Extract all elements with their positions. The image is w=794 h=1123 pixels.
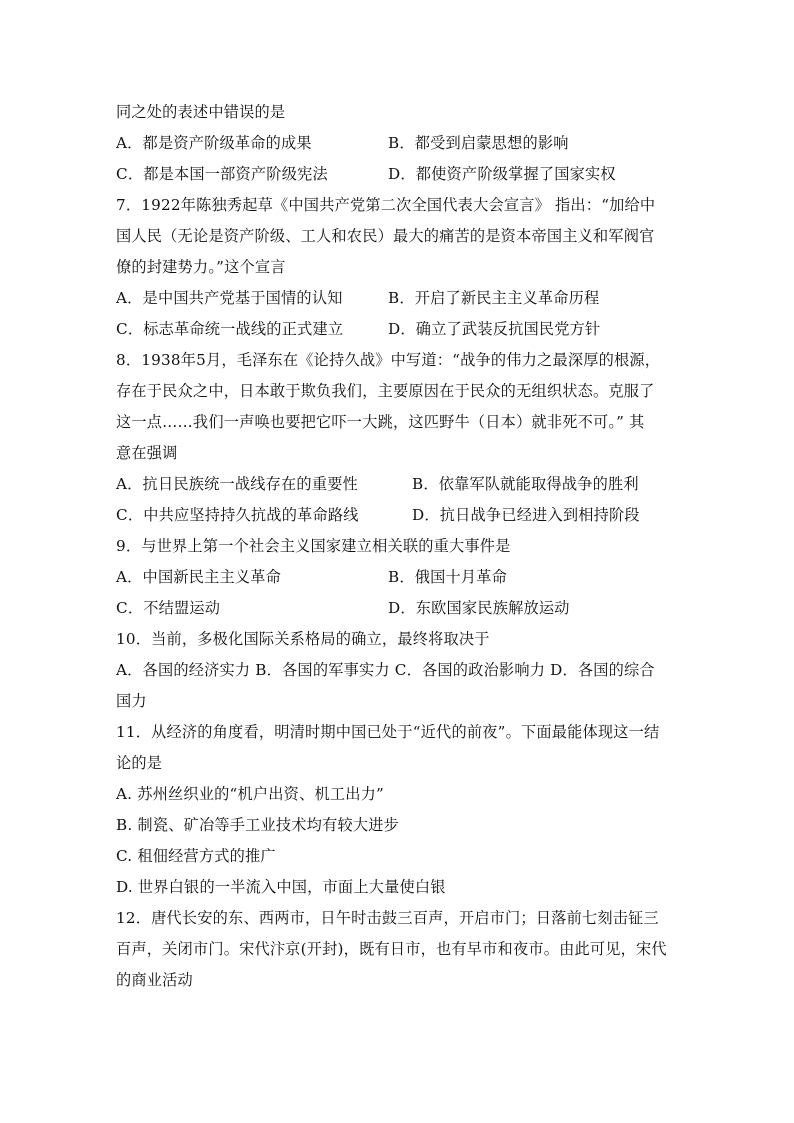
q11-stem-line-2: 论的是: [116, 754, 163, 772]
question-text-block: [116, 97, 682, 996]
q9-options-row-2: [116, 593, 682, 624]
q9-option-c: C．不结盟运动: [116, 599, 221, 617]
q9-option-b: B．俄国十月革命: [388, 568, 508, 586]
q7-stem-line-1: 7．1922年陈独秀起草《中国共产党第二次全国代表大会宣言》 指出：“加给中: [116, 196, 656, 214]
q8-stem-line-3: 这一点……我们一声唤也要把它吓一大跳，这匹野牛（日本）就非死不可。” 其: [116, 413, 645, 431]
q7-option-d: D．确立了武装反抗国民党方针: [388, 320, 601, 338]
q11-option-a: A. 苏州丝织业的“机户出资、机工出力”: [116, 785, 384, 803]
q7-option-b: B．开启了新民主主义革命历程: [388, 289, 600, 307]
q8-option-a: A．抗日民族统一战线存在的重要性: [116, 475, 358, 493]
q9-option-a: A．中国新民主主义革命: [116, 568, 282, 586]
q11-option-b: B. 制瓷、矿冶等手工业技术均有较大进步: [116, 816, 400, 834]
q7-option-a: A．是中国共产党基于国情的认知: [116, 289, 343, 307]
q8-option-c: C．中共应坚持持久抗战的革命路线: [116, 506, 359, 524]
q6-options-row-1: [116, 128, 682, 159]
q6-option-a: A．都是资产阶级革命的成果: [116, 134, 312, 152]
q8-options-row-1: [116, 469, 682, 500]
q11-stem-line-1: 11．从经济的角度看，明清时期中国已处于“近代的前夜”。下面最能体现这一结: [116, 723, 660, 741]
q11-option-c: C. 租佃经营方式的推广: [116, 847, 276, 865]
q6-option-d: D．都使资产阶级掌握了国家实权: [388, 165, 616, 183]
q8-stem-line-1: 8．1938年5月，毛泽东在《论持久战》中写道：“战争的伟力之最深厚的根源，: [116, 351, 661, 369]
q8-option-b: B．依靠军队就能取得战争的胜利: [412, 475, 639, 493]
q10-options-wrap: 国力: [116, 692, 147, 710]
q6-stem-continuation: 同之处的表述中错误的是: [116, 103, 286, 121]
q12-stem-line-3: 的商业活动: [116, 971, 193, 989]
q10-options-line: A．各国的经济实力 B．各国的军事实力 C．各国的政治影响力 D．各国的综合: [116, 661, 655, 679]
q7-options-row-1: [116, 283, 682, 314]
q8-stem-line-2: 存在于民众之中，日本敢于欺负我们，主要原因在于民众的无组织状态。克服了: [116, 382, 655, 400]
q8-option-d: D．抗日战争已经进入到相持阶段: [412, 506, 640, 524]
q6-options-row-2: [116, 159, 682, 190]
q11-option-d: D. 世界白银的一半流入中国，市面上大量使白银: [116, 878, 446, 896]
q7-option-c: C．标志革命统一战线的正式建立: [116, 320, 344, 338]
q8-stem-line-4: 意在强调: [116, 444, 178, 462]
q6-option-c: C．都是本国一部资产阶级宪法: [116, 165, 328, 183]
q7-stem-line-2: 国人民（无论是资产阶级、工人和农民）最大的痛苦的是资本帝国主义和军阀官: [116, 227, 655, 245]
q7-options-row-2: [116, 314, 682, 345]
q6-option-b: B．都受到启蒙思想的影响: [388, 134, 569, 152]
q9-option-d: D．东欧国家民族解放运动: [388, 599, 570, 617]
q9-options-row-1: [116, 562, 682, 593]
q8-options-row-2: [116, 500, 682, 531]
q9-stem: 9．与世界上第一个社会主义国家建立相关联的重大事件是: [116, 537, 511, 555]
q10-stem: 10．当前，多极化国际关系格局的确立，最终将取决于: [116, 630, 490, 648]
q12-stem-line-1: 12．唐代长安的东、西两市，日午时击鼓三百声，开启市门；日落前七刻击钲三: [116, 909, 659, 927]
q12-stem-line-2: 百声，关闭市门。宋代汴京(开封)，既有日市，也有早市和夜市。由此可见，宋代: [116, 940, 667, 958]
q7-stem-line-3: 僚的封建势力。”这个宣言: [116, 258, 286, 276]
